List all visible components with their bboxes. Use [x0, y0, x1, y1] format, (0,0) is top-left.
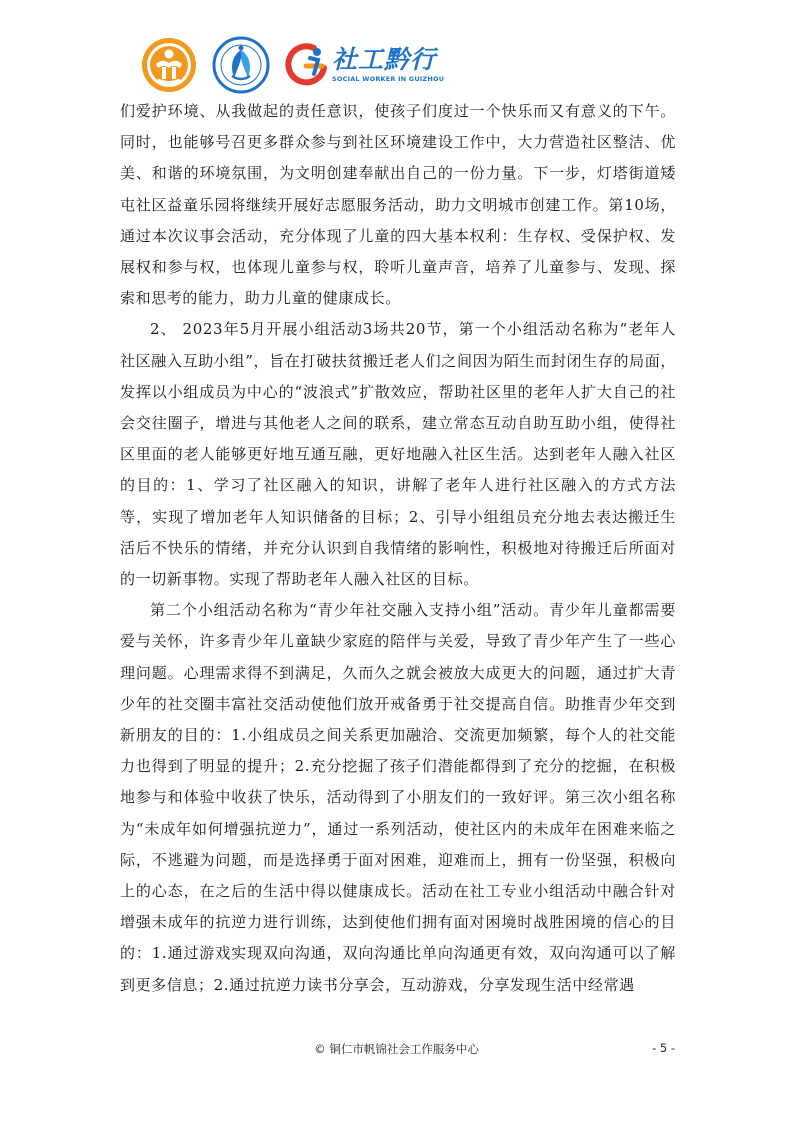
paragraph: 们爱护环境、从我做起的责任意识，使孩子们度过一个快乐而又有意义的下午。同时，也能够号召更多群众参与到社区环境建设工作中，大力营造社区整洁、优美、和谐的环境氛围，为文明创建奉献出自己的一份力量。下一步，灯塔街道矮屯社区益童乐园将继续开展好志愿服务活动，助力文明城市创建工作。第10场，通过本次议事会活动，充分体现了儿童的四大基本权利：生存权、受保护权、发展权和参与权，也体现儿童参与权，聆听儿童声音，培养了儿童参与、发现、探索和思考的能力，助力儿童的健康成长。	[120, 102, 676, 308]
brand-subtitle: SOCIAL WORKER IN GUIZHOU	[332, 75, 445, 83]
header-logos	[140, 34, 444, 96]
paragraph: 2、 2023年5月开展小组活动3场共20节，第一个小组活动名称为“老年人社区融入互助小组”，旨在打破扶贫搬迁老人们之间因为陌生而封闭生存的局面，发挥以小组成员为中心的“波浪式”扩散效应，帮助社区里的老年人扩大自己的社会交往圈子，增进与其他老人之间的联系，建立常态互动自助互助小组，使得社区里面的老人能够更好地互通互融，更好地融入社区生活。达到老年人融入社区的目的：1、学习了社区融入的知识，讲解了老年人进行社区融入的方式方法等，实现了增加老年人知识储备的目标；2、引导小组组员充分地去表达搬迁生活后不快乐的情绪，并充分认识到自我情绪的影响性，积极地对待搬迁后所面对的一切新事物。实现了帮助老年人融入社区的目标。	[120, 320, 676, 589]
social-worker-brand-icon	[284, 42, 330, 88]
page-footer	[0, 1041, 793, 1061]
footer-organization: © 铜仁市帆锦社会工作服务中心	[314, 1042, 479, 1056]
brand-title: 社工黔行	[332, 45, 437, 74]
social-work-emblem-icon	[140, 36, 198, 94]
social-worker-brand	[284, 36, 444, 94]
social-work-association-emblem-icon	[212, 36, 270, 94]
paragraph: 第二个小组活动名称为“青少年社交融入支持小组”活动。青少年儿童都需要爱与关怀，许多青少年儿童缺少家庭的陪伴与关爱，导致了青少年产生了一些心理问题。心理需求得不到满足，久而久之就会被放大成更大的问题，通过扩大青少年的社交圈丰富社交活动使他们放开戒备勇于社交提高自信。助推青少年交到新朋友的目的：1.小组成员之间关系更加融洽、交流更加频繁，每个人的社交能力也得到了明显的提升；2.充分挖掘了孩子们潜能都得到了充分的挖掘，在积极地参与和体验中收获了快乐，活动得到了小朋友们的一致好评。第三次小组名称为“未成年如何增强抗逆力”，通过一系列活动，使社区内的未成年在困难来临之际，不逃避为问题，而是选择勇于面对困难，迎难而上，拥有一份坚强，积极向上的心态，在之后的生活中得以健康成长。活动在社工专业小组活动中融合针对增强未成年的抗逆力进行训练，达到使他们拥有面对困境时战胜困境的信心的目的：1.通过游戏实现双向沟通，双向沟通比单向沟通更有效，双向沟通可以了解到更多信息；2.通过抗逆力读书分享会，互动游戏，分享发现生活中经常遇	[120, 601, 676, 994]
page-number: - 5 -	[652, 1041, 675, 1055]
document-body	[120, 96, 676, 1001]
